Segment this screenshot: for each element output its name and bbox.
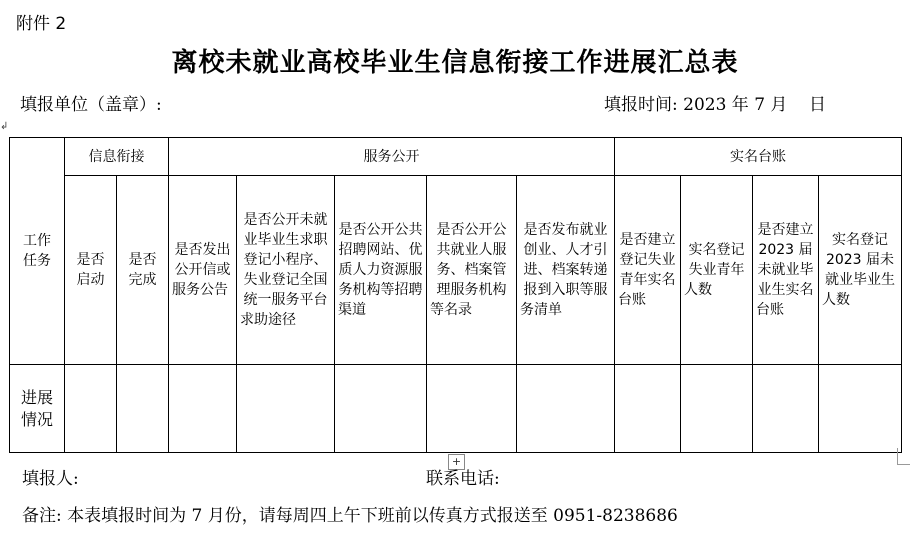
progress-cell[interactable] <box>237 365 335 453</box>
contact-phone-label: 联系电话: <box>426 469 500 489</box>
progress-cell[interactable] <box>819 365 902 453</box>
progress-cell[interactable] <box>169 365 237 453</box>
row-header-progress[interactable]: 进展情况 <box>10 365 65 453</box>
page-title: 离校未就业高校毕业生信息衔接工作进展汇总表 <box>171 48 739 78</box>
paragraph-anchor-icon: ↲ <box>0 121 9 132</box>
group-header-row <box>10 138 902 176</box>
filler-label: 填报人: <box>22 469 79 489</box>
progress-cell[interactable] <box>753 365 819 453</box>
group-header-ledger[interactable]: 实名台账 <box>615 138 902 176</box>
progress-row <box>10 365 902 453</box>
attachment-label: 附件 2 <box>16 14 67 34</box>
col-header-service-directory[interactable]: 是否公开公共就业人服务、档案管理服务机构等名录 <box>427 176 517 365</box>
column-header-row <box>10 176 902 365</box>
col-header-completed[interactable]: 是否完成 <box>117 176 169 365</box>
col-header-grad-ledger[interactable]: 是否建立 2023 届未就业毕业生实名台账 <box>753 176 819 365</box>
group-header-info[interactable]: 信息衔接 <box>65 138 169 176</box>
col-header-youth-count[interactable]: 实名登记失业青年人数 <box>681 176 753 365</box>
progress-cell[interactable] <box>335 365 427 453</box>
table-move-handle-icon[interactable]: + <box>448 454 465 470</box>
progress-cell[interactable] <box>65 365 117 453</box>
group-header-service[interactable]: 服务公开 <box>169 138 615 176</box>
progress-cell[interactable] <box>615 365 681 453</box>
col-header-grad-count[interactable]: 实名登记 2023 届未就业毕业生人数 <box>819 176 902 365</box>
col-header-open-letter[interactable]: 是否发出公开信或服务公告 <box>169 176 237 365</box>
progress-cell[interactable] <box>681 365 753 453</box>
row-header-task[interactable]: 工作任务 <box>10 138 65 365</box>
summary-table <box>9 137 902 453</box>
progress-cell[interactable] <box>117 365 169 453</box>
col-header-recruitment-channels[interactable]: 是否公开公共招聘网站、优质人力资源服务机构等招聘渠道 <box>335 176 427 365</box>
progress-cell[interactable] <box>427 365 517 453</box>
fill-unit-label: 填报单位（盖章）: <box>20 95 162 115</box>
table-resize-handle[interactable] <box>897 448 910 465</box>
fill-time-label: 填报时间: 2023 年 7 月 日 <box>604 95 827 115</box>
progress-cell[interactable] <box>517 365 615 453</box>
note-text: 备注: 本表填报时间为 7 月份，请每周四上午下班前以传真方式报送至 0951-8238686 <box>22 506 678 526</box>
col-header-registration-channels[interactable]: 是否公开未就业毕业生求职登记小程序、失业登记全国统一服务平台求助途径 <box>237 176 335 365</box>
col-header-started[interactable]: 是否启动 <box>65 176 117 365</box>
col-header-service-list[interactable]: 是否发布就业创业、人才引进、档案转递报到入职等服务清单 <box>517 176 615 365</box>
col-header-youth-ledger[interactable]: 是否建立登记失业青年实名台账 <box>615 176 681 365</box>
